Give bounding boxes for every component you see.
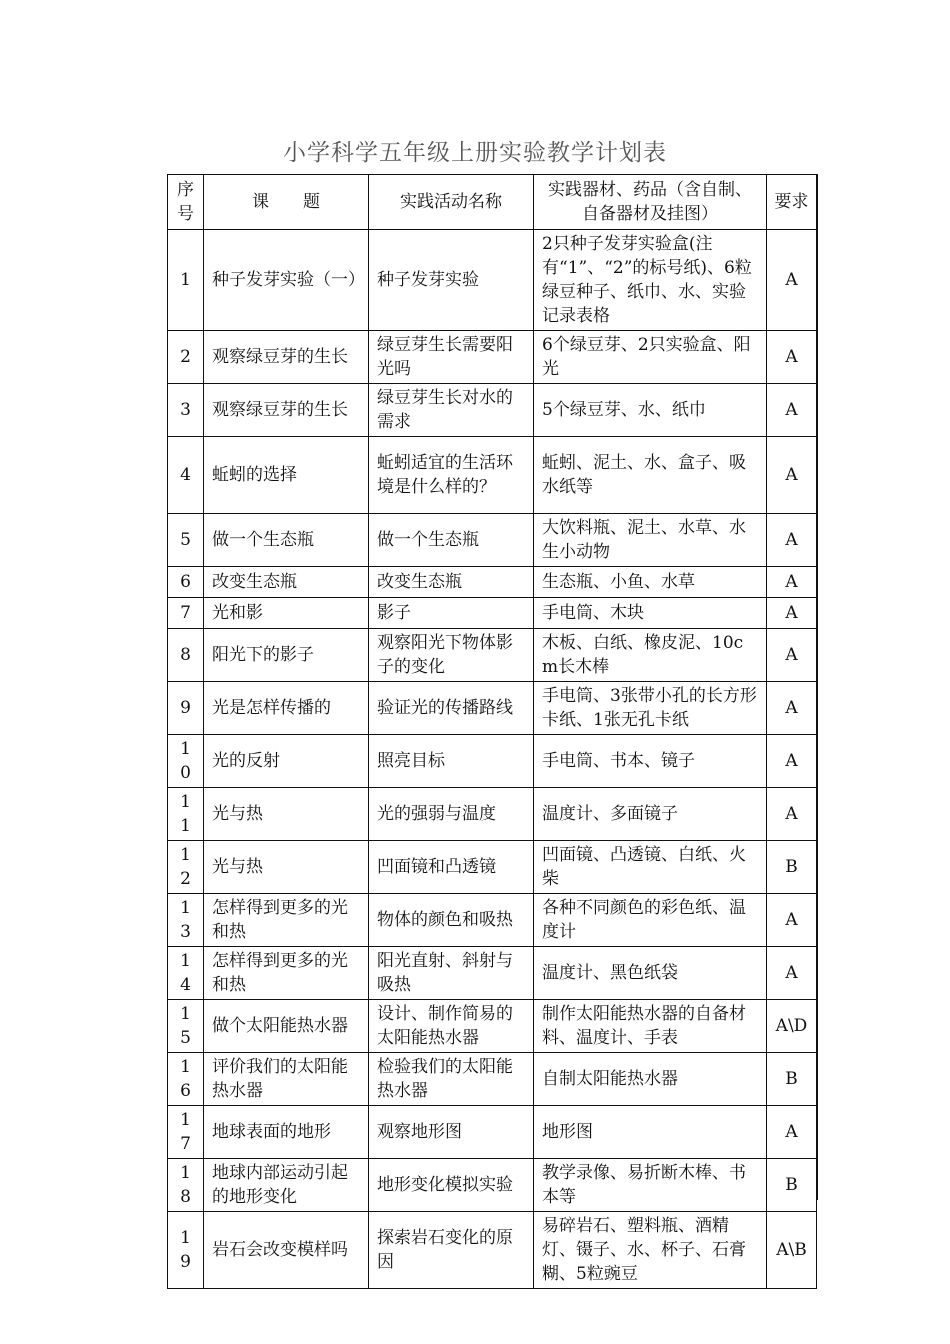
row-topic: 地球表面的地形 [204,1106,369,1159]
row-activity: 绿豆芽生长对水的需求 [369,384,534,437]
row-activity: 光的强弱与温度 [369,788,534,841]
row-topic: 做一个生态瓶 [204,514,369,567]
row-materials: 易碎岩石、塑料瓶、酒精灯、镊子、水、杯子、石膏糊、5粒豌豆 [534,1212,767,1289]
row-activity: 凹面镜和凸透镜 [369,841,534,894]
table-row [168,682,817,735]
row-materials: 生态瓶、小鱼、水草 [534,567,767,598]
row-activity: 验证光的传播路线 [369,682,534,735]
row-topic: 光是怎样传播的 [204,682,369,735]
header-materials: 实践器材、药品（含自制、自备器材及挂图） [534,175,767,230]
row-requirement: B [767,1159,817,1212]
row-materials: 凹面镜、凸透镜、白纸、火柴 [534,841,767,894]
row-requirement: B [767,841,817,894]
row-activity: 观察阳光下物体影子的变化 [369,629,534,682]
header-no: 序号 [168,175,204,230]
row-activity: 物体的颜色和吸热 [369,894,534,947]
row-number: 14 [168,947,204,1000]
row-materials: 手电筒、3张带小孔的长方形卡纸、1张无孔卡纸 [534,682,767,735]
row-materials: 木板、白纸、橡皮泥、10cm长木棒 [534,629,767,682]
row-number: 15 [168,1000,204,1053]
row-materials: 各种不同颜色的彩色纸、温度计 [534,894,767,947]
row-number: 9 [168,682,204,735]
row-materials: 自制太阳能热水器 [534,1053,767,1106]
row-number: 2 [168,331,204,384]
row-number: 13 [168,894,204,947]
header-activity: 实践活动名称 [369,175,534,230]
table-row [168,331,817,384]
row-topic: 观察绿豆芽的生长 [204,331,369,384]
row-materials: 温度计、黑色纸袋 [534,947,767,1000]
row-materials: 教学录像、易折断木棒、书本等 [534,1159,767,1212]
row-number: 7 [168,598,204,629]
table-row [168,1000,817,1053]
row-topic: 光和影 [204,598,369,629]
row-materials: 制作太阳能热水器的自备材料、温度计、手表 [534,1000,767,1053]
row-requirement: A [767,1106,817,1159]
row-topic: 做个太阳能热水器 [204,1000,369,1053]
row-requirement: A [767,514,817,567]
row-materials: 6个绿豆芽、2只实验盒、阳光 [534,331,767,384]
row-activity: 照亮目标 [369,735,534,788]
row-activity: 种子发芽实验 [369,230,534,331]
row-requirement: A [767,682,817,735]
row-requirement: A [767,567,817,598]
row-requirement: A [767,598,817,629]
row-number: 8 [168,629,204,682]
row-materials: 温度计、多面镜子 [534,788,767,841]
row-topic: 岩石会改变模样吗 [204,1212,369,1289]
row-requirement: A [767,947,817,1000]
table-row [168,598,817,629]
row-topic: 阳光下的影子 [204,629,369,682]
row-activity: 地形变化模拟实验 [369,1159,534,1212]
row-requirement: A [767,629,817,682]
row-topic: 地球内部运动引起的地形变化 [204,1159,369,1212]
table-row [168,735,817,788]
row-topic: 光的反射 [204,735,369,788]
row-number: 1 [168,230,204,331]
row-requirement: A [767,437,817,514]
row-activity: 探索岩石变化的原因 [369,1212,534,1289]
row-topic: 怎样得到更多的光和热 [204,894,369,947]
row-requirement: A [767,894,817,947]
row-topic: 怎样得到更多的光和热 [204,947,369,1000]
row-requirement: A [767,735,817,788]
row-number: 6 [168,567,204,598]
row-activity: 检验我们的太阳能热水器 [369,1053,534,1106]
row-number: 3 [168,384,204,437]
table-row [168,629,817,682]
row-number: 16 [168,1053,204,1106]
experiment-plan-table [167,174,817,1289]
row-activity: 影子 [369,598,534,629]
row-materials: 手电筒、木块 [534,598,767,629]
table-row [168,841,817,894]
row-requirement: B [767,1053,817,1106]
row-activity: 阳光直射、斜射与吸热 [369,947,534,1000]
table-row [168,1159,817,1212]
row-number: 17 [168,1106,204,1159]
table-row [168,230,817,331]
table-row [168,788,817,841]
row-number: 11 [168,788,204,841]
row-requirement: A\B [767,1212,817,1289]
row-number: 5 [168,514,204,567]
row-number: 12 [168,841,204,894]
header-topic: 课 题 [204,175,369,230]
row-materials: 5个绿豆芽、水、纸巾 [534,384,767,437]
row-materials: 蚯蚓、泥土、水、盒子、吸水纸等 [534,437,767,514]
row-topic: 光与热 [204,788,369,841]
row-requirement: A [767,230,817,331]
table-body [168,230,817,1289]
table-row [168,894,817,947]
row-number: 18 [168,1159,204,1212]
table-row [168,567,817,598]
row-activity: 绿豆芽生长需要阳光吗 [369,331,534,384]
row-materials: 大饮料瓶、泥土、水草、水生小动物 [534,514,767,567]
row-requirement: A\D [767,1000,817,1053]
table-row [168,1106,817,1159]
table-row [168,1212,817,1289]
row-requirement: A [767,331,817,384]
row-topic: 改变生态瓶 [204,567,369,598]
row-materials: 2只种子发芽实验盒(注有“1”、“2”的标号纸)、6粒绿豆种子、纸巾、水、实验记录表格 [534,230,767,331]
row-materials: 手电筒、书本、镜子 [534,735,767,788]
row-requirement: A [767,384,817,437]
row-activity: 改变生态瓶 [369,567,534,598]
table-right-edge [816,174,818,1200]
row-topic: 观察绿豆芽的生长 [204,384,369,437]
table-row [168,947,817,1000]
row-requirement: A [767,788,817,841]
table-header-row [168,175,817,230]
row-activity: 蚯蚓适宜的生活环境是什么样的？ [369,437,534,514]
table-row [168,437,817,514]
row-materials: 地形图 [534,1106,767,1159]
page-title: 小学科学五年级上册实验教学计划表 [283,140,667,166]
row-topic: 种子发芽实验（一） [204,230,369,331]
row-topic: 蚯蚓的选择 [204,437,369,514]
row-activity: 观察地形图 [369,1106,534,1159]
row-topic: 评价我们的太阳能热水器 [204,1053,369,1106]
table-row [168,1053,817,1106]
row-topic: 光与热 [204,841,369,894]
row-activity: 设计、制作简易的太阳能热水器 [369,1000,534,1053]
table-row [168,514,817,567]
table-row [168,384,817,437]
row-number: 4 [168,437,204,514]
row-number: 19 [168,1212,204,1289]
row-number: 10 [168,735,204,788]
header-requirement: 要求 [767,175,817,230]
row-activity: 做一个生态瓶 [369,514,534,567]
